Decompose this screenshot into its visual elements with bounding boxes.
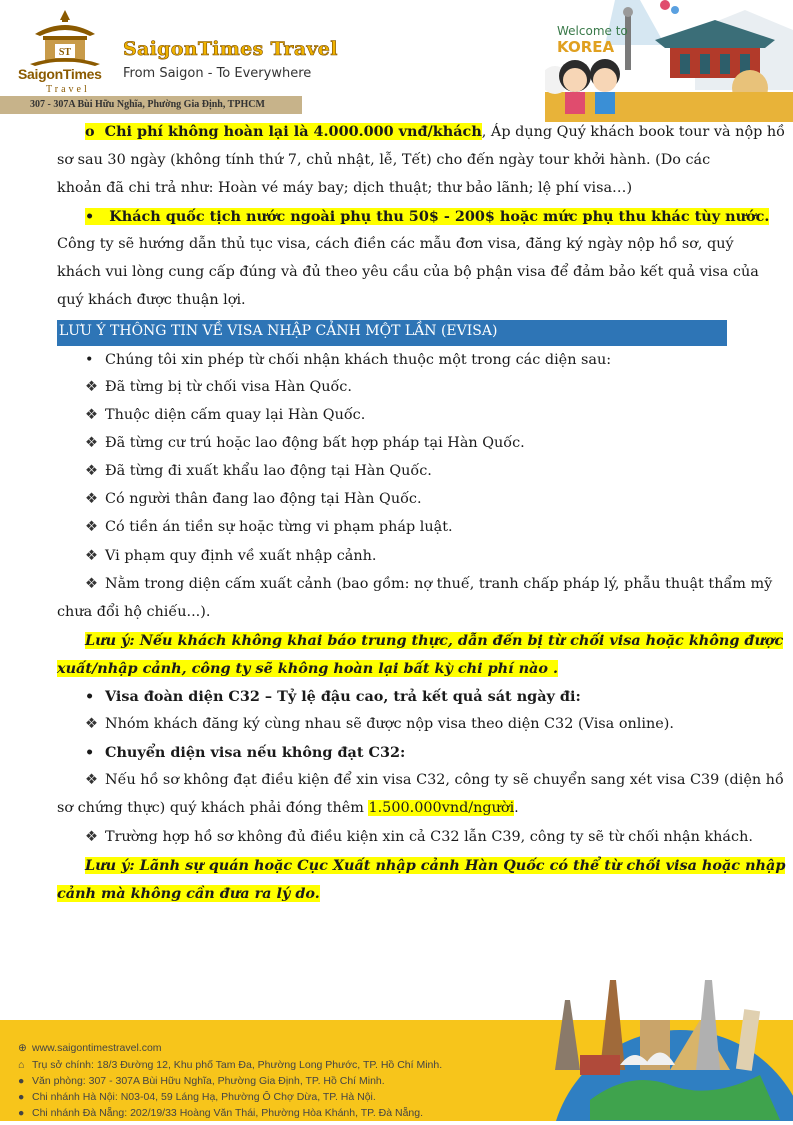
note-warning: Lưu ý: Nếu khách không khai báo trung thực, dẫn đến bị từ chối visa hoặc không được (85, 632, 784, 649)
list-item-text: Thuộc diện cấm quay lại Hàn Quốc. (105, 407, 366, 423)
location-pin-icon: ● (18, 1091, 25, 1103)
note-warning (57, 660, 558, 677)
list-item-text: Nếu hồ sơ không đạt điều kiện để xin visa C32, công ty sẽ chuyển sang xét visa C39 (diện hồ (105, 772, 784, 788)
diamond-bullet-icon: ❖ (85, 491, 98, 507)
paragraph-line (57, 800, 519, 816)
paragraph-line: khoản đã chi trả như: Hoàn vé máy bay; dịch thuật; thư bảo lãnh; lệ phí visa…) (57, 180, 633, 196)
bullet-dot: • (85, 688, 95, 705)
world-landmarks-illustration (520, 960, 793, 1121)
bullet-dot: • (85, 352, 94, 368)
foreigner-surcharge-line (85, 208, 769, 225)
paragraph-line: Công ty sẽ hướng dẫn thủ tục visa, cách điền các mẫu đơn visa, đăng ký ngày nộp hồ sơ, quý (57, 236, 734, 252)
list-item (85, 491, 422, 507)
list-item-text: Có tiền án tiền sự hoặc từng vi phạm pháp luật. (105, 519, 453, 535)
note-line (85, 857, 785, 874)
list-item-text: Nhóm khách đăng ký cùng nhau sẽ được nộp visa theo diện C32 (Visa online). (105, 716, 674, 732)
list-item (85, 716, 674, 732)
foreigner-surcharge-text: Khách quốc tịch nước ngoài phụ thu 50$ - 200$ hoặc mức phụ thu khác tùy nước. (109, 208, 770, 225)
list-item (85, 519, 453, 535)
list-item (85, 772, 784, 788)
korea-welcome-text: Welcome to (557, 24, 628, 38)
note-warning-text: xuất/nhập cảnh, công ty sẽ không hoàn lại bất kỳ chi phí nào (57, 660, 548, 677)
refuse-intro (85, 352, 611, 368)
paragraph-line: sơ sau 30 ngày (không tính thứ 7, chủ nhật, lễ, Tết) cho đến ngày tour khởi hành. (Do các (57, 152, 711, 168)
globe-icon: ⊕ (18, 1042, 27, 1054)
header-address: 307 - 307A Bùi Hữu Nghĩa, Phường Gia Định, TPHCM (30, 99, 265, 110)
note-line (57, 660, 558, 677)
globe-landmarks-icon (520, 960, 793, 1121)
korea-title: KOREA (557, 38, 615, 56)
diamond-bullet-icon: ❖ (85, 519, 98, 535)
nonrefundable-fee: Chi phí không hoàn lại là 4.000.000 vnđ/khách (104, 123, 482, 140)
hq-address: Trụ sở chính: 18/3 Đường 12, Khu phố Tam Đa, Phường Long Phước, TP. Hồ Chí Minh. (32, 1059, 443, 1071)
c32-heading (85, 688, 581, 705)
paragraph-line: quý khách được thuận lợi. (57, 292, 246, 308)
list-item (85, 576, 772, 592)
office-address: Văn phòng: 307 - 307A Bùi Hữu Nghĩa, Phường Gia Định, TP. Hồ Chí Minh. (32, 1075, 385, 1087)
diamond-bullet-icon: ❖ (85, 772, 98, 788)
location-pin-icon: ● (18, 1075, 25, 1087)
logo-wordmark: SaigonTimes (18, 66, 102, 82)
page-header (0, 0, 793, 120)
hanoi-address: Chi nhánh Hà Nội: N03-04, 59 Láng Hạ, Phường Ô Chợ Dừa, TP. Hà Nội. (32, 1091, 376, 1103)
list-item (85, 407, 365, 423)
note-warning: Lưu ý: Lãnh sự quán hoặc Cục Xuất nhập cảnh Hàn Quốc có thể từ chối visa hoặc nhập (85, 857, 786, 874)
list-item (85, 435, 525, 451)
note-warning: cảnh mà không cần đưa ra lý do. (57, 885, 320, 902)
diamond-bullet-icon: ❖ (85, 407, 98, 423)
paragraph-line: khách vui lòng cung cấp đúng và đủ theo yêu cầu của bộ phận visa để đảm bảo kết quả visa của (57, 264, 759, 280)
brand-slogan: From Saigon - To Everywhere (123, 66, 312, 81)
list-item-text: Nằm trong diện cấm xuất cảnh (bao gồm: nợ thuế, tranh chấp pháp lý, phẫu thuật thẩm mỹ (105, 576, 773, 592)
switch-fee-suffix: . (514, 800, 519, 816)
location-pin-icon: ● (18, 1107, 25, 1119)
list-item-text: Có người thân đang lao động tại Hàn Quốc. (105, 491, 422, 507)
c32-title: Visa đoàn diện C32 – Tỷ lệ đậu cao, trả kết quả sát ngày đi: (105, 688, 581, 705)
list-item-text: Đã từng đi xuất khẩu lao động tại Hàn Quốc. (105, 463, 432, 479)
list-item (85, 829, 753, 845)
list-item-text: Đã từng bị từ chối visa Hàn Quốc. (105, 379, 352, 395)
list-item (85, 463, 432, 479)
company-logo (10, 8, 120, 103)
note-line (85, 632, 783, 649)
paragraph-line: chưa đổi hộ chiếu...). (57, 604, 211, 620)
brand-name: SaigonTimes Travel (123, 38, 338, 60)
list-item-text: Đã từng cư trú hoặc lao động bất hợp pháp tại Hàn Quốc. (105, 435, 525, 451)
home-icon: ⌂ (18, 1059, 25, 1071)
nonrefundable-line (85, 123, 785, 140)
list-item (85, 379, 352, 395)
diamond-bullet-icon: ❖ (85, 576, 98, 592)
footer-website[interactable] (18, 1042, 162, 1054)
circle-bullet: o (85, 123, 95, 140)
footer-danang (18, 1107, 423, 1119)
note-line (57, 885, 320, 902)
switch-title: Chuyển diện visa nếu không đạt C32: (105, 744, 406, 761)
logo-subtitle: Travel (46, 84, 90, 95)
diamond-bullet-icon: ❖ (85, 435, 98, 451)
footer-office (18, 1075, 385, 1087)
list-item-text: Vi phạm quy định về xuất nhập cảnh. (105, 548, 377, 564)
section-title: LƯU Ý THÔNG TIN VỀ VISA NHẬP CẢNH MỘT LẦN (EVISA) (59, 323, 498, 339)
list-item-text: Trường hợp hồ sơ không đủ điều kiện xin cả C32 lẫn C39, công ty sẽ từ chối nhận khách. (105, 829, 753, 845)
switch-fee-amount: 1.500.000vnd/người (368, 800, 515, 816)
diamond-bullet-icon: ❖ (85, 463, 98, 479)
nonrefundable-highlight (85, 123, 482, 140)
korea-illustration-icon (545, 0, 793, 122)
switch-fee-prefix: sơ chứng thực) quý khách phải đóng thêm (57, 800, 369, 816)
refuse-intro-text: Chúng tôi xin phép từ chối nhận khách thuộc một trong các diện sau: (105, 352, 612, 368)
danang-address: Chi nhánh Đà Nẵng: 202/19/33 Hoàng Văn Thái, Phường Hòa Khánh, TP. Đà Nẵng. (32, 1107, 424, 1119)
footer-hq (18, 1059, 442, 1071)
note-period: . (553, 660, 559, 677)
nonrefundable-condition: , Áp dụng Quý khách book tour và nộp hồ (481, 124, 785, 140)
foreigner-surcharge-highlight (85, 208, 769, 225)
diamond-bullet-icon: ❖ (85, 379, 98, 395)
bullet-dot: • (85, 208, 95, 225)
diamond-bullet-icon: ❖ (85, 829, 98, 845)
welcome-korea-illustration (545, 0, 793, 122)
diamond-bullet-icon: ❖ (85, 548, 98, 564)
footer-hanoi (18, 1091, 376, 1103)
list-item (85, 548, 376, 564)
website-link[interactable]: www.saigontimestravel.com (32, 1042, 162, 1054)
svg-text:ST: ST (58, 47, 72, 58)
bullet-dot: • (85, 744, 95, 761)
diamond-bullet-icon: ❖ (85, 716, 98, 732)
switch-heading (85, 744, 405, 761)
